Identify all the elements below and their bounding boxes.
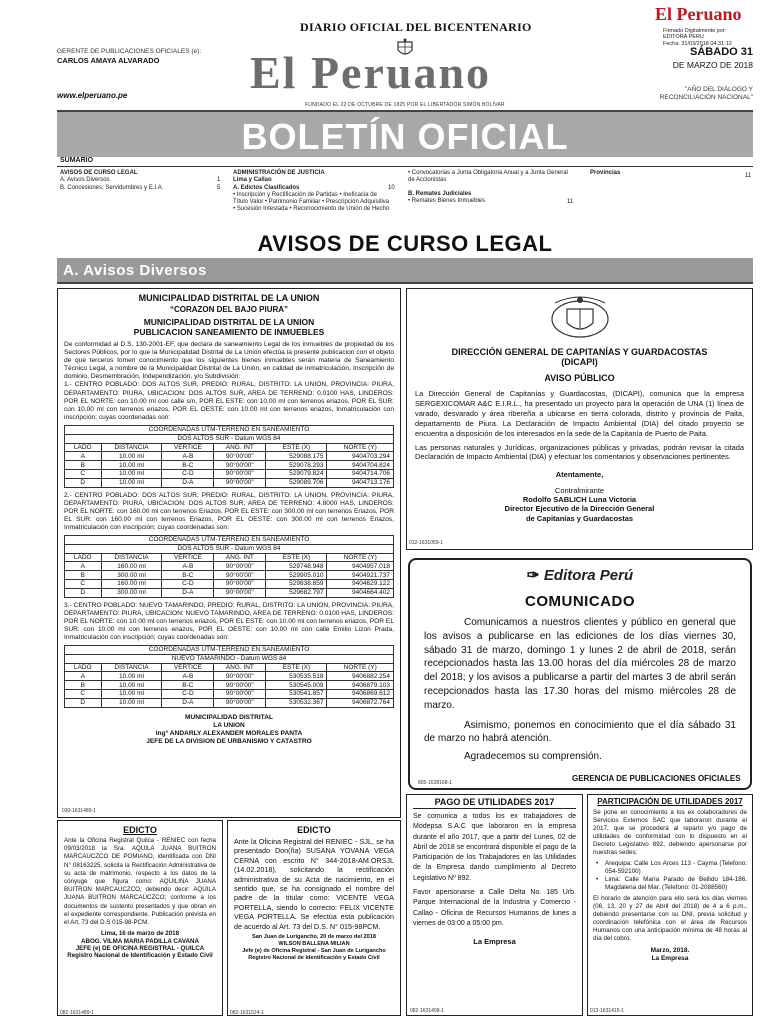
table-caption-row: [65, 646, 394, 655]
page-number: 11: [745, 173, 752, 179]
edict-title: EDICTO: [123, 825, 157, 835]
section-title: AVISOS DE CURSO LEGAL: [257, 231, 553, 256]
column-header: NORTE (Y): [327, 443, 394, 452]
column-header: LADO: [65, 553, 102, 562]
dicapi-notice: [406, 288, 753, 550]
masthead-tagline: DIARIO OFICIAL DEL BICENTENARIO: [300, 20, 532, 34]
table-cell: 529079.824: [266, 469, 327, 478]
notice-code: 805-1628168-1: [418, 780, 452, 786]
notice-title: PARTICIPACIÓN DE UTILIDADES 2017: [597, 797, 743, 806]
table-cell: 9404921.737: [327, 571, 394, 580]
table-row: [65, 461, 394, 470]
website-link[interactable]: www.elperuano.pe: [57, 91, 128, 100]
edict-body: Ante la Oficina Registral Quilca - RENIEC con fecha 09/03/2018 la Sra. AQUILA JUANA BUITRON MARCAUCZCO DE POMIANO, identificada con DNI N° 08163225, solicita la Rectificación Administrativa de su acta de matrimonio, respecto a los datos de la cónyuge que figura como: AQUILINA JUANA BUITRON MARCAUCZCO, debiendo decir: AQUILA JUANA BUITRON MARCAUCZCO; conforme a los documentos de sustento presentados y que obran en el expediente correspondiente. Publicación prevista en el Art. 73 del D.S 015-98-PCM.: [64, 837, 216, 927]
table-cell: D: [65, 588, 102, 597]
table-cell: B: [65, 571, 102, 580]
table-cell: 9406869.612: [327, 690, 394, 699]
table-cell: A: [65, 562, 102, 571]
table-cell: 90°00'00": [214, 672, 266, 681]
table-header-row: [65, 663, 394, 672]
summary-item[interactable]: A. Edictos Clasificados: [233, 184, 300, 191]
table-subcaption: DOS ALTOS SUR - Datum WGS 84: [65, 544, 394, 553]
table-row: [65, 681, 394, 690]
column-header: VERTICE: [162, 553, 214, 562]
notice-code: 012-1631059-1: [409, 540, 443, 546]
notice-title: AVISO PÚBLICO: [544, 373, 615, 383]
column-header: DISTANCIA: [101, 443, 162, 452]
small-logo: El Peruano: [655, 4, 742, 24]
table-header-row: [65, 553, 394, 562]
table-cell: A-B: [162, 672, 214, 681]
table-subcaption-row: [65, 434, 394, 443]
table-cell: 9404664.402: [327, 588, 394, 597]
summary-column-4: [590, 170, 710, 177]
table-cell: 530535.518: [266, 672, 327, 681]
table-cell: 529905.010: [266, 571, 327, 580]
table-cell: 529089.706: [266, 478, 327, 487]
table-cell: B-C: [162, 571, 214, 580]
edict-title: EDICTO: [297, 825, 331, 835]
table-cell: 9406872.764: [327, 698, 394, 707]
profit-payment-notice: [406, 794, 583, 1016]
table-caption-row: [65, 425, 394, 434]
profit-sharing-notice: [587, 794, 753, 1016]
edict-body: Ante la Oficina Registral del RENIEC - SJL, se ha presentado Don(ña) SUSANA YOVANA VEGA CERNA con escrito N° 344-2018-AM.ORSJL (14.02.2018), solicitando la rectificación administrativa de su Acta de nacimiento, en el sentido que, se ha consignado el nombre del padre de la titular como: VICENTE VEGA PORTELLA, siendo lo correcto: FELIX VICENTE VEGA PORTELLA. Se efectúa esta publicación de acuerdo al Art. 73 del D.S. N° 015-98PCM.: [234, 837, 394, 931]
table-cell: C-D: [162, 690, 214, 699]
table-row: [65, 452, 394, 461]
table-cell: 160.00 ml: [101, 562, 162, 571]
coordinates-table: [64, 425, 394, 488]
subsection-bar: [57, 258, 753, 284]
notice-paragraph: La Dirección General de Capitanías y Guardacostas, (DICAPI), comunica que la empresa SERGEXICOMAR A&C E.I.R.L., ha presentado un proyecto para la operación de UNA (1) línea de varado, desvarado y área ribereña a ubicarse en tierra colorada, distrito y provincia de Paita, departamento de Piura. La Declaración de Impacto Ambiental (DIA) del citado proyecto se encuentra a disposición de los interesados en la sede de la Capitanía de Puerto de Paita.: [415, 389, 744, 438]
table-cell: 90°00'00": [214, 588, 266, 597]
table-cell: 90°00'00": [214, 461, 266, 470]
announcement-title: COMUNICADO: [525, 593, 635, 610]
table-cell: 160.00 ml: [101, 579, 162, 588]
column-header: ESTE (X): [266, 663, 327, 672]
table-cell: 90°00'00": [214, 571, 266, 580]
editor-name: CARLOS AMAYA ALVARADO: [57, 56, 160, 65]
table-cell: 529838.859: [266, 579, 327, 588]
notice-paragraph: Favor apersonarse a Calle Delta No. 185 Urb. Parque Internacional de la Industria y Comercio - Callao - Oficina de Recursos Humanos de lunes a viernes de 03:00 a 05:00 pm.: [413, 889, 576, 927]
table-subcaption: DOS ALTOS SUR - Datum WGS 84: [65, 434, 394, 443]
table-cell: B-C: [162, 681, 214, 690]
notice-paragraph: De conformidad al D.S. 130-2001-EF, que declara de saneamiento Legal de los inmuebles de propiedad de los Sectores Públicos, por lo que la Municipalidad Distrital de La Unión efectúa la presente publicacion con el objeto de que terceros tomen conocimiento que los siguientes bienes inmuebles serán materia de Saneamiento Técnico Legal, a nombre de la Municipalidad Distrital de La Unión, en calidad de inmatriculación, Inscripción de dominio, Desmembración, Independización, y/o Subdivisión:: [64, 341, 394, 381]
table-cell: D: [65, 478, 102, 487]
table-cell: B: [65, 681, 102, 690]
table-cell: 530545.009: [266, 681, 327, 690]
summary-item[interactable]: Provincias: [590, 170, 621, 176]
table-cell: 9404957.018: [327, 562, 394, 571]
page-number: 10: [388, 185, 395, 191]
notice-heading: MUNICIPALIDAD DISTRITAL DE LA UNION: [143, 317, 315, 327]
edict-signature: San Juan de Lurigancho, 20 de marzo del 2018 WILSON BALLENA MILIAN Jefe (e) de Oficina Registral - San Juan de Lurigancho Registro Nacional de Identificación y Estado Civil: [242, 934, 386, 962]
notice-signature: La Empresa: [473, 937, 516, 947]
table-caption: COORDENADAS UTM-TERRENO EN SANEAMIENTO: [65, 425, 394, 434]
issue-date: DE MARZO DE 2018: [672, 60, 753, 70]
section-banner: [57, 110, 753, 157]
table-caption-row: [65, 535, 394, 544]
navy-emblem-icon: [545, 293, 615, 341]
table-cell: A: [65, 672, 102, 681]
table-cell: 9404713.176: [327, 478, 394, 487]
notice-subheading: (DICAPI): [561, 357, 598, 367]
table-row: [65, 579, 394, 588]
table-cell: 10.00 ml: [101, 672, 162, 681]
table-subcaption: NUEVO TAMARINDO - Datum WGS 84: [65, 654, 394, 663]
table-cell: C: [65, 690, 102, 699]
table-row: [65, 672, 394, 681]
coordinates-table: [64, 535, 394, 598]
announcement-paragraph: Comunicamos a nuestros clientes y público en general que los avisos a publicarse en las ediciones de los días viernes 30, sábado 31 de marzo, domingo 1 y lunes 2 de abril de 2018, serán recepcionados hasta las 13.00 horas del día miércoles 28 de marzo del 2018; y los avisos a publicarse a partir del martes 3 de abril serán recepcionados hasta las 17.30 horas del mismo miércoles 28 de marzo.: [424, 617, 736, 711]
notice-paragraph: 1.- CENTRO POBLADO: DOS ALTOS SUR, PREDIO: RURAL, DISTRITO: LA UNION, PROVINCIA: PIURA, DEPARTAMENTO: PIURA, UBICACION: DOS ALTOS SUR, AREA DE TERRENO: 0.0100 HAS, LINDEROS: POR EL NORTE: con 10.00 ml con calle s/n, POR EL ESTE: con 10.00 ml con terrenos eriazos, POR EL SUR: con 10.00 ml con terrenos eriazos, POR EL OESTE: con 10.00 ml con terrenos eriazos, Inmatriculación con inscripción; cuyas coordenadas son:: [64, 381, 394, 421]
editor-label: GERENTE DE PUBLICACIONES OFICIALES (e):: [57, 48, 202, 55]
table-cell: 10.00 ml: [101, 478, 162, 487]
table-row: [65, 469, 394, 478]
announcement-paragraph: Agradecemos su comprensión.: [464, 751, 602, 763]
table-subcaption-row: [65, 544, 394, 553]
banner-title: BOLETÍN OFICIAL: [241, 116, 569, 157]
column-header: ESTE (X): [266, 443, 327, 452]
notice-heading: DIRECCIÓN GENERAL DE CAPITANÍAS Y GUARDACOSTAS: [451, 347, 708, 357]
summary-column-3: • Convocatorias a Junta Obligatoria Anual y a Junta General de Accionistas B. Remates Judiciales • Remates Bienes Inmuebles: [408, 170, 568, 204]
notice-heading: PUBLICACION SANEAMIENTO DE INMUEBLES: [133, 327, 325, 337]
table-cell: B: [65, 461, 102, 470]
table-cell: 9406882.254: [327, 672, 394, 681]
coordinates-table: [64, 645, 394, 708]
table-cell: D-A: [162, 478, 214, 487]
summary-column-2: ADMINISTRACIÓN DE JUSTICIA Lima y Callao A. Edictos Clasificados • Inscripción y Rectificación de Partidas • Ineficacia de Título Valor • Patrimonio Familiar • Prescripción Adquisitiva • Sucesión Intestada • Reconocimiento de Unión de Hecho: [233, 170, 390, 213]
column-header: ANG. INT: [214, 443, 266, 452]
table-cell: 529682.797: [266, 588, 327, 597]
summary-heading: AVISOS DE CURSO LEGAL: [60, 170, 138, 176]
table-caption: COORDENADAS UTM-TERRENO EN SANEAMIENTO: [65, 646, 394, 655]
notice-code: 030-1631489-1: [62, 808, 96, 814]
table-cell: A-B: [162, 452, 214, 461]
notice-paragraph: 3.- CENTRO POBLADO: NUEVO TAMARINDO, PREDIO: RURAL, DISTRITO: LA UNION, PROVINCIA: PIURA, DEPARTAMENTO: PIURA, UBICACION: NUEVO TAMARINDO, AREA DE TERRENO: 0.0100 HAS, LINDEROS: POR EL NORTE: con 10.00 ml con terrenos eriazos, POR EL ESTE: con 10.00 ml con terrenos eriazos, POR EL SUR: con 10.00 ml con terrenos eriazos, POR EL OESTE: con 10.00 ml con calle Emilio Lizon Prada, Inmatriculación con inscripción; cuyas coordenadas son:: [64, 601, 395, 641]
page-number: 1: [217, 177, 221, 183]
summary-bar: [57, 157, 753, 167]
notice-code: 082-1631489-1: [60, 1010, 94, 1016]
page-number: 5: [217, 185, 221, 191]
summary-title: SUMARIO: [60, 157, 94, 164]
table-cell: 529748.948: [266, 562, 327, 571]
table-cell: D-A: [162, 698, 214, 707]
table-cell: 9404714.706: [327, 469, 394, 478]
table-cell: 9404704.824: [327, 461, 394, 470]
summary-item[interactable]: B. Remates Judiciales: [408, 190, 472, 197]
table-cell: 10.00 ml: [101, 461, 162, 470]
table-header-row: [65, 443, 394, 452]
table-cell: D-A: [162, 588, 214, 597]
editora-announcement: [408, 558, 752, 790]
table-row: [65, 698, 394, 707]
table-caption: COORDENADAS UTM-TERRENO EN SANEAMIENTO: [65, 535, 394, 544]
notice-code: 082-1631408-1: [410, 1008, 444, 1014]
table-subcaption-row: [65, 654, 394, 663]
column-header: DISTANCIA: [101, 553, 162, 562]
municipality-notice: [57, 288, 401, 818]
notice-title: PAGO DE UTILIDADES 2017: [413, 797, 576, 809]
notice-signature: MUNICIPALIDAD DISTRITAL LA UNION Ing° ANDARLY ALEXANDER MORALES PANTA JEFE DE LA DIVISION DE URBANISMO Y CATASTRO: [146, 713, 312, 745]
table-cell: C-D: [162, 469, 214, 478]
issue-day: SÁBADO 31: [690, 46, 753, 58]
table-cell: 529088.175: [266, 452, 327, 461]
table-cell: 530541.857: [266, 690, 327, 699]
notice-signature: Atentamente, Contralmirante Rodolfo SABLICH Luna Victoria Director Ejecutivo de la Dirección General de Capitanías y Guardacostas: [504, 470, 655, 523]
notice-code: 013-1631415-1: [590, 1008, 624, 1014]
notice-paragraph: Se pone en conocimiento a los ex colaboradores de Servicios Externos SAC que laboraron durante el 2017, que se procederá al reparto y/o pago de utilidades de conformidad con lo dispuesto en el Decreto Legislativo 892, debiendo apersonarse por nuestras sedes:: [593, 809, 747, 856]
table-cell: 90°00'00": [214, 698, 266, 707]
editora-logo-icon: ✑: [526, 567, 540, 584]
table-row: [65, 588, 394, 597]
table-row: [65, 478, 394, 487]
table-row: [65, 571, 394, 580]
announcement-signature: GERENCIA DE PUBLICACIONES OFICIALES: [572, 774, 741, 783]
table-row: [65, 562, 394, 571]
table-cell: D: [65, 698, 102, 707]
table-cell: 300.00 ml: [101, 588, 162, 597]
edict-notice: [227, 820, 401, 1016]
address-item: • Arequipa: Calle Los Arces 113 - Cayma (Telefono: 054-592100): [596, 860, 747, 875]
editora-logo: ✑ Editora Perú: [526, 567, 634, 584]
digital-signature-note: Firmado Digitalmente por: EDITORA PERU Fecha: 31/03/2018 04:31:12: [663, 28, 732, 47]
table-row: [65, 690, 394, 699]
column-header: LADO: [65, 443, 102, 452]
column-header: ANG. INT: [214, 663, 266, 672]
notice-paragraph: Las personas naturales y Jurídicas, organizaciones públicas y privadas, podrán revisar la citada Declaración de Impacto Ambiental (DIA) y efectuar los comentarios y observaciones pertinentes.: [415, 442, 744, 462]
column-header: ANG. INT: [214, 553, 266, 562]
column-header: LADO: [65, 663, 102, 672]
notice-paragraph: Se comunica a todos los ex trabajadores de Modepsa S.A.C que laboraron en la empresa durante el año 2017, que a partir del Lunes, 02 de Abril de 2018 se encontrará disponible el pago de la Participación de los Trabajadores en las Utilidades de la Empresa dando cumplimiento al Decreto Legislativo Nº 892.: [413, 813, 576, 882]
summary-item[interactable]: B. Concesiones, Servidumbres y E.I.A.: [60, 184, 164, 191]
column-header: ESTE (X): [266, 553, 327, 562]
table-cell: A: [65, 452, 102, 461]
summary-column-1: [60, 170, 220, 192]
subsection-title: A. Avisos Diversos: [63, 262, 207, 279]
table-cell: 530532.367: [266, 698, 327, 707]
column-header: NORTE (Y): [327, 553, 394, 562]
year-motto: "AÑO DEL DIÁLOGO Y RECONCILIACIÓN NACIONAL": [659, 86, 753, 101]
table-cell: 9404703.294: [327, 452, 394, 461]
column-header: VERTICE: [162, 443, 214, 452]
table-cell: 529078.293: [266, 461, 327, 470]
notice-code: 082-1631524-1: [230, 1010, 264, 1016]
table-cell: B-C: [162, 461, 214, 470]
column-header: VERTICE: [162, 663, 214, 672]
notice-heading: MUNICIPALIDAD DISTRITAL DE LA UNION: [138, 293, 320, 303]
founded-note: FUNDADO EL 22 DE OCTUBRE DE 1825 POR EL LIBERTADOR SIMÓN BOLÍVAR: [305, 102, 505, 108]
edict-notice: [57, 820, 223, 1016]
summary-item[interactable]: A. Avisos Diversos: [60, 177, 110, 184]
table-cell: 10.00 ml: [101, 469, 162, 478]
table-cell: 10.00 ml: [101, 452, 162, 461]
table-cell: 90°00'00": [214, 562, 266, 571]
column-header: DISTANCIA: [101, 663, 162, 672]
address-item: • Lima: Calle María Parado de Bellido 184-186. Magdalena del Mar. (Telefono: 01-2088560): [596, 876, 747, 891]
notice-subheading: “CORAZON DEL BAJO PIURA”: [169, 305, 289, 314]
table-cell: 300.00 ml: [101, 571, 162, 580]
table-cell: 90°00'00": [214, 478, 266, 487]
table-cell: 90°00'00": [214, 579, 266, 588]
table-cell: 90°00'00": [214, 681, 266, 690]
notice-paragraph: 2.- CENTRO POBLADO: DOS ALTOS SUR, PREDIO: RURAL, DISTRITO: LA UNION, PROVINCIA: PIURA, DEPARTAMENTO: PIURA, UBICACION: DOS ALTOS SUR, AREA DE TERRENO: 4.8000 HAS, LINDEROS: POR EL NORTE: con 160.00 ml con terrenos Eriazos, POR EL ESTE: con 300.00 ml con terrenos Eriazos, POR EL SUR: con 160.00 ml con terrenos Eriazos, POR EL OESTE: con 300.00 ml con terrenos Eriazos, Inmatriculación con inscripción; cuyas coordenadas son:: [64, 491, 394, 531]
page-number: 11: [567, 199, 574, 205]
table-cell: C: [65, 469, 102, 478]
table-cell: C: [65, 579, 102, 588]
table-cell: C-D: [162, 579, 214, 588]
table-cell: 10.00 ml: [101, 698, 162, 707]
table-cell: 90°00'00": [214, 469, 266, 478]
edict-signature: Lima, 16 de marzo de 2018 ABOG. VILMA MARIA PADILLA CAVANA JEFE (e) DE OFICINA REGISTRAL - QUILCA Registro Nacional de Identificación y Estado Civil: [67, 930, 213, 960]
announcement-paragraph: Asimismo, ponemos en conocimiento que el día sábado 31 de marzo no habrá atención.: [424, 719, 736, 745]
table-cell: 90°00'00": [214, 452, 266, 461]
newspaper-title: El Peruano: [250, 47, 492, 98]
table-cell: 90°00'00": [214, 690, 266, 699]
table-cell: 9404629.122: [327, 579, 394, 588]
table-cell: A-B: [162, 562, 214, 571]
notice-paragraph: El horario de atención para ello será los días viernes (06, 13, 20 y 27 de Abril del 2018) de 4 a 6 p.m., debiendo presentarse con su DNI, previa solicitud y coordinación telefónica con el área de Recursos Humanos con una anticipación mínima de 48 horas al día del cobro.: [593, 895, 747, 942]
notice-signature: Marzo, 2018. La Empresa: [650, 947, 690, 962]
table-cell: 9406879.103: [327, 681, 394, 690]
table-cell: 10.00 ml: [101, 690, 162, 699]
table-cell: 10.00 ml: [101, 681, 162, 690]
summary-heading: ADMINISTRACIÓN DE JUSTICIA: [233, 170, 325, 176]
column-header: NORTE (Y): [327, 663, 394, 672]
